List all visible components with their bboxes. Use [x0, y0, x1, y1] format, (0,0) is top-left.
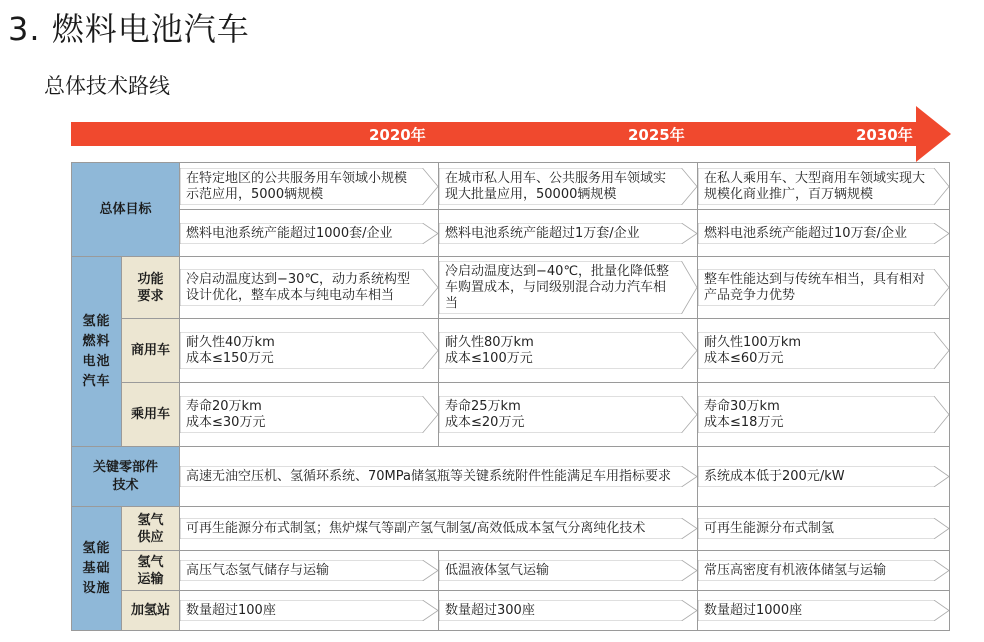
table-row: [72, 257, 950, 319]
roadmap-cell: 数量超过300座: [439, 591, 698, 631]
table-row: [72, 210, 950, 257]
sub-label-function: 功能要求: [122, 257, 180, 319]
roadmap-cell: 高压气态氢气储存与运输: [180, 551, 439, 591]
table-row: [72, 163, 950, 210]
roadmap-cell: 在特定地区的公共服务用车领域小规模示范应用，5000辆规模: [180, 163, 439, 210]
row-label-components: 关键零部件技术: [72, 447, 180, 507]
roadmap-cell: 低温液体氢气运输: [439, 551, 698, 591]
roadmap-cell: 整车性能达到与传统车相当，具有相对产品竞争力优势: [698, 257, 950, 319]
sub-label-station: 加氢站: [122, 591, 180, 631]
roadmap-cell: 寿命25万km 成本≤20万元: [439, 383, 698, 447]
table-row: [72, 591, 950, 631]
year-2030: 2030年: [856, 126, 913, 144]
row-label-vehicle: 氢能燃料电池汽车: [72, 257, 122, 447]
page-title: 3. 燃料电池汽车: [8, 10, 250, 48]
table-row: [72, 319, 950, 383]
sub-label-commercial: 商用车: [122, 319, 180, 383]
roadmap-cell: 可再生能源分布式制氢；焦炉煤气等副产氢气制氢/高效低成本氢气分离纯化技术: [180, 507, 698, 551]
roadmap-cell: 燃料电池系统产能超过1000套/企业: [180, 210, 439, 257]
roadmap-cell: 系统成本低于200元/kW: [698, 447, 950, 507]
timeline-arrow-shape: [71, 106, 951, 162]
roadmap-cell: 高速无油空压机、氢循环系统、70MPa储氢瓶等关键系统附件性能满足车用指标要求: [180, 447, 698, 507]
table-row: [72, 447, 950, 507]
roadmap-cell: 耐久性80万km 成本≤100万元: [439, 319, 698, 383]
roadmap-cell: 数量超过1000座: [698, 591, 950, 631]
roadmap-cell: 燃料电池系统产能超过10万套/企业: [698, 210, 950, 257]
table-row: [72, 383, 950, 447]
roadmap-cell: 常压高密度有机液体储氢与运输: [698, 551, 950, 591]
roadmap-cell: 耐久性100万km 成本≤60万元: [698, 319, 950, 383]
roadmap-cell: 寿命30万km 成本≤18万元: [698, 383, 950, 447]
sub-label-passenger: 乘用车: [122, 383, 180, 447]
roadmap-cell: 冷启动温度达到−30℃，动力系统构型设计优化，整车成本与纯电动车相当: [180, 257, 439, 319]
roadmap-cell: 燃料电池系统产能超过1万套/企业: [439, 210, 698, 257]
roadmap-cell: 数量超过100座: [180, 591, 439, 631]
roadmap-cell: 在城市私人用车、公共服务用车领域实现大批量应用，50000辆规模: [439, 163, 698, 210]
table-row: [72, 507, 950, 551]
sub-label-transport: 氢气运输: [122, 551, 180, 591]
table-row: [72, 551, 950, 591]
timeline-arrow: [71, 106, 951, 162]
roadmap-cell: 耐久性40万km 成本≤150万元: [180, 319, 439, 383]
roadmap-cell: 寿命20万km 成本≤30万元: [180, 383, 439, 447]
year-2025: 2025年: [628, 126, 685, 144]
row-label-overall: 总体目标: [72, 163, 180, 257]
row-label-infra: 氢能基础设施: [72, 507, 122, 631]
roadmap-cell: 冷启动温度达到−40℃，批量化降低整车购置成本，与同级别混合动力汽车相当: [439, 257, 698, 319]
sub-label-supply: 氢气供应: [122, 507, 180, 551]
page-subtitle: 总体技术路线: [44, 74, 170, 98]
roadmap-cell: 在私人乘用车、大型商用车领域实现大规模化商业推广，百万辆规模: [698, 163, 950, 210]
year-2020: 2020年: [369, 126, 426, 144]
roadmap-table: [71, 162, 950, 631]
roadmap-cell: 可再生能源分布式制氢: [698, 507, 950, 551]
